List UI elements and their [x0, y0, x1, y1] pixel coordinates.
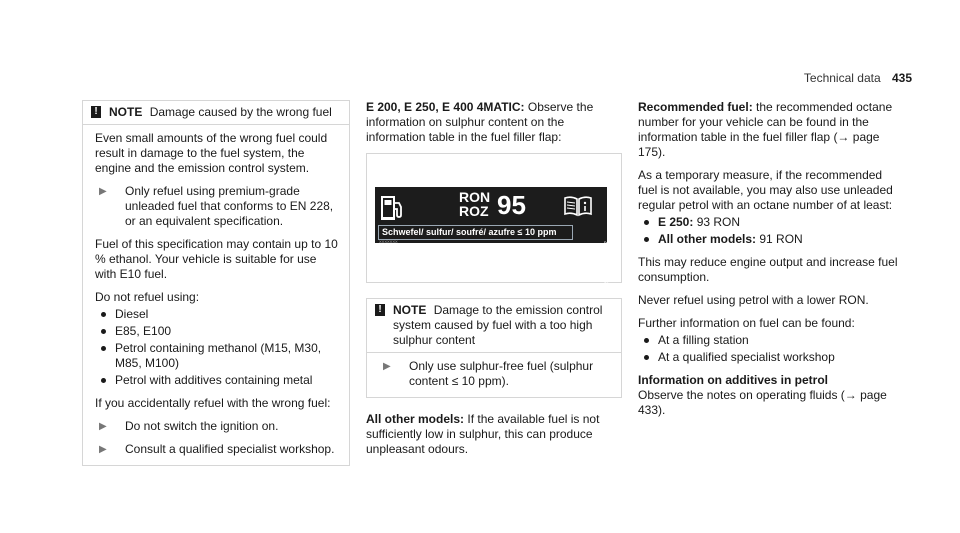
arrow-icon: ▶	[99, 186, 107, 197]
additives-text: Observe the notes on operating fluids (→ page 433).	[638, 388, 887, 417]
octane-number: 95	[497, 190, 526, 220]
vertical-part-number: A0005849217	[605, 241, 612, 285]
arrow-icon: ▶	[99, 444, 107, 455]
arrow-icon: ▶	[99, 421, 107, 432]
temporary-text: As a temporary measure, if the recommended fuel is not available, you may also use unleaded regular petrol with an octane number of at least:	[638, 168, 893, 212]
fuel-list	[95, 307, 339, 388]
step-refuel-premium: ▶ Only refuel using premium-grade unleaded fuel that conforms to EN 228, or an equivalent specification.	[95, 184, 339, 229]
note-title: NOTE	[393, 303, 427, 317]
section-title: Technical data	[803, 71, 881, 85]
octane-list	[638, 215, 898, 247]
intro-text: Even small amounts of the wrong fuel could result in damage to the fuel system, the engine and the emission control system.	[95, 131, 328, 175]
recommended-label: Recommended fuel:	[638, 100, 753, 114]
page-number: 435	[891, 71, 912, 85]
list-item: E 250: 93 RON	[638, 215, 898, 230]
sulphur-note	[366, 298, 622, 398]
further-list	[638, 333, 898, 365]
models-label: E 200, E 250, E 400 4MATIC:	[366, 100, 525, 114]
step-workshop: ▶ Consult a qualified specialist workshop.	[95, 442, 339, 457]
list-item: At a filling station	[638, 333, 898, 348]
fuel-info-label	[375, 187, 612, 285]
note-header	[367, 299, 621, 353]
list-item: Petrol with additives containing metal	[95, 373, 339, 388]
column-1	[82, 100, 350, 466]
note-body	[83, 125, 349, 465]
manual-book-icon	[563, 195, 593, 217]
note-header	[83, 101, 349, 125]
step-sulphur-free: ▶ Only use sulphur-free fuel (sulphur content ≤ 10 ppm).	[379, 359, 611, 389]
sulphur-strip: Schwefel/ sulfur/ soufré/ azufre ≤ 10 ppm	[378, 225, 573, 240]
step-ignition: ▶ Do not switch the ignition on.	[95, 419, 339, 434]
octane-labels: RON ROZ	[459, 189, 491, 219]
warning-icon: !	[91, 106, 101, 118]
page-header	[804, 71, 912, 86]
other-models-text: If the available fuel is not sufficiently low in sulphur, this can produce unpleasant odours.	[366, 412, 600, 456]
recommended-paragraph	[638, 100, 898, 160]
note-body	[367, 353, 621, 397]
column-3	[638, 100, 898, 426]
column-2	[366, 100, 622, 465]
other-models-paragraph	[366, 412, 622, 457]
recommended-text: the recommended octane number for your vehicle can be found in the information table in the fuel filler flap (→ page 175).	[638, 100, 893, 159]
label-code: XXXXXXX	[379, 239, 398, 244]
reduce-text: This may reduce engine output and increase fuel consumption.	[638, 255, 898, 284]
do-not-refuel-text: Do not refuel using:	[95, 290, 200, 304]
models-paragraph	[366, 100, 622, 145]
list-item: Petrol containing methanol (M15, M30, M85, M100)	[95, 341, 339, 371]
list-item: All other models: 91 RON	[638, 232, 898, 247]
list-item: Diesel	[95, 307, 339, 322]
additives-heading: Information on additives in petrol	[638, 373, 829, 387]
arrow-icon: ▶	[383, 361, 391, 372]
list-item: At a qualified specialist workshop	[638, 350, 898, 365]
note-subtitle: Damage caused by the wrong fuel	[149, 105, 332, 119]
note-subtitle: Damage to the emission control system caused by fuel with a too high sulphur content	[393, 303, 603, 347]
if-wrong-text: If you accidentally refuel with the wrong fuel:	[95, 396, 331, 410]
models-text: Observe the information on sulphur content on the information table in the fuel filler flap:	[366, 100, 594, 144]
never-text: Never refuel using petrol with a lower RON.	[638, 293, 869, 307]
note-title: NOTE	[109, 105, 143, 119]
list-item: E85, E100	[95, 324, 339, 339]
fuel-pump-icon	[380, 195, 404, 221]
ethanol-text: Fuel of this specification may contain up to 10 % ethanol. Your vehicle is suitable for use with E10 fuel.	[95, 237, 338, 281]
warning-icon: !	[375, 304, 385, 316]
fuel-label-figure	[366, 153, 622, 283]
further-text: Further information on fuel can be found:	[638, 316, 855, 330]
wrong-fuel-note	[82, 100, 350, 466]
other-models-label: All other models:	[366, 412, 465, 426]
